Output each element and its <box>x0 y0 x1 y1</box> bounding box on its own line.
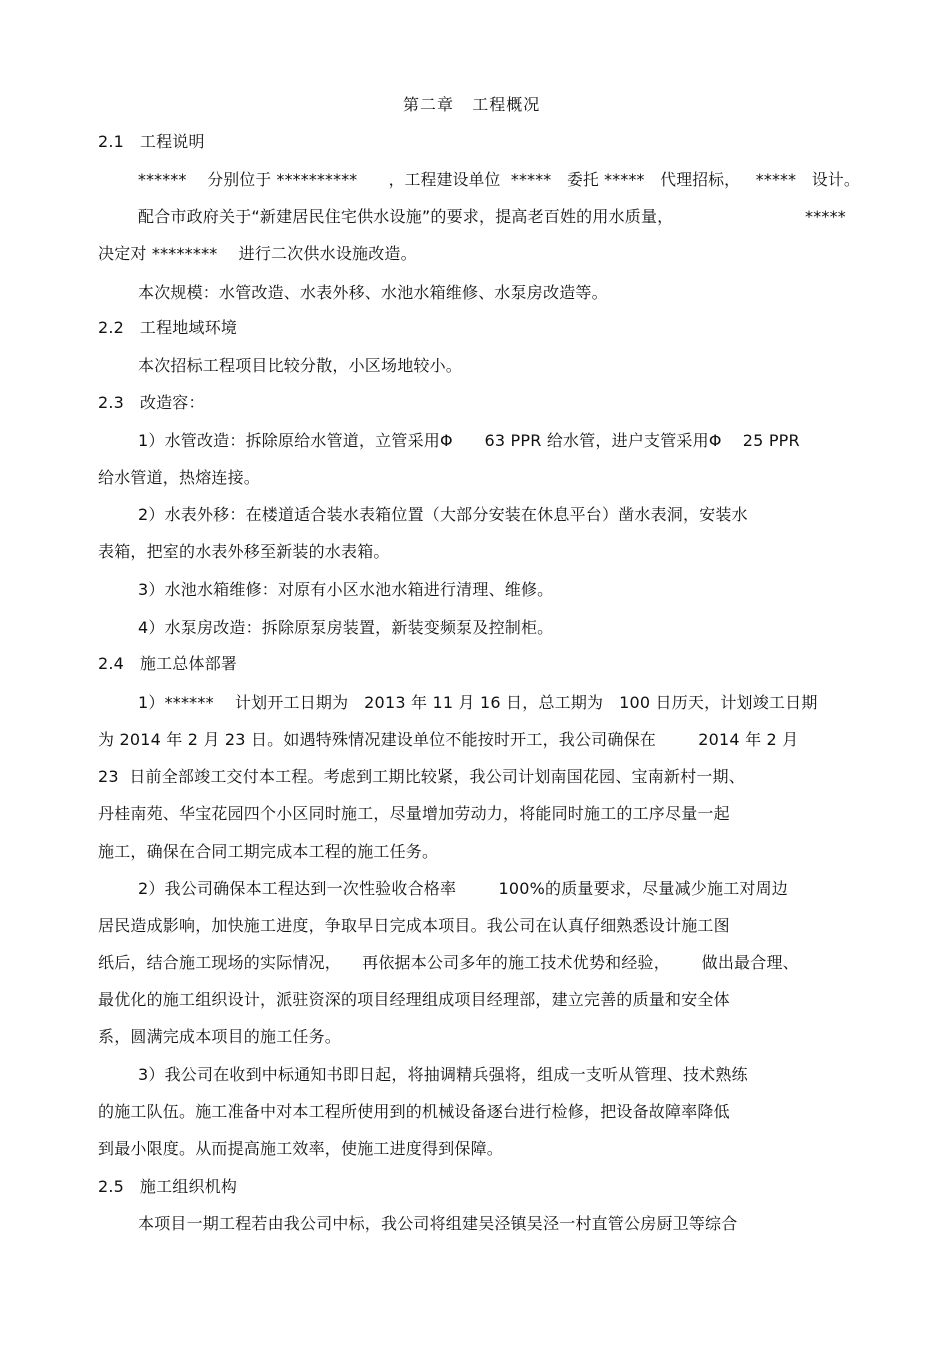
section-heading: 2.3 改造容： <box>98 393 205 412</box>
paragraph-line: 决定对 ******** 进行二次供水设施改造。 <box>98 244 417 263</box>
paragraph-line: ****** 分别位于 ********** ，工程建设单位 ***** 委托 ***** 代理招标， ***** 设计。 <box>138 170 860 189</box>
paragraph-line: 表箱，把室的水表外移至新装的水表箱。 <box>98 542 390 561</box>
paragraph-line: ***** <box>805 207 846 226</box>
paragraph-line: 为 2014 年 2 月 23 日。如遇特殊情况建设单位不能按时开工，我公司确保在 2014 年 2 月 <box>98 730 799 749</box>
paragraph-line: 4）水泵房改造：拆除原泵房装置，新装变频泵及控制柜。 <box>138 618 554 637</box>
paragraph-line: 到最小限度。从而提高施工效率，使施工进度得到保障。 <box>98 1139 504 1158</box>
chapter-title: 第二章 工程概况 <box>403 95 541 114</box>
paragraph-line: 本项目一期工程若由我公司中标，我公司将组建吴泾镇吴泾一村直管公房厨卫等综合 <box>138 1214 738 1233</box>
paragraph-line: 1）****** 计划开工日期为 2013 年 11 月 16 日，总工期为 100 日历天，计划竣工日期 <box>138 693 818 712</box>
paragraph-line: 配合市政府关于“新建居民住宅供水设施”的要求，提高老百姓的用水质量， <box>138 207 674 226</box>
paragraph-line: 丹桂南苑、华宝花园四个小区同时施工，尽量增加劳动力，将能同时施工的工序尽量一起 <box>98 804 730 823</box>
paragraph-line: 的施工队伍。施工准备中对本工程所使用到的机械设备逐台进行检修，把设备故障率降低 <box>98 1102 730 1121</box>
paragraph-line: 最优化的施工组织设计，派驻资深的项目经理组成项目经理部，建立完善的质量和安全体 <box>98 990 730 1009</box>
paragraph-line: 23 日前全部竣工交付本工程。考虑到工期比较紧，我公司计划南国花园、宝南新村一期、 <box>98 767 745 786</box>
paragraph-line: 给水管道，热熔连接。 <box>98 468 261 487</box>
paragraph-line: 3）我公司在收到中标通知书即日起，将抽调精兵强将，组成一支听从管理、技术熟练 <box>138 1065 748 1084</box>
section-heading: 2.1 工程说明 <box>98 132 205 151</box>
paragraph-line: 系，圆满完成本项目的施工任务。 <box>98 1027 342 1046</box>
paragraph-line: 3）水池水箱维修：对原有小区水池水箱进行清理、维修。 <box>138 580 554 599</box>
section-heading: 2.5 施工组织机构 <box>98 1177 238 1196</box>
paragraph-line: 本次规模：水管改造、水表外移、水池水箱维修、水泵房改造等。 <box>138 283 608 302</box>
paragraph-line: 施工，确保在合同工期完成本工程的施工任务。 <box>98 842 439 861</box>
paragraph-line: 2）水表外移：在楼道适合装水表箱位置（大部分安装在休息平台）凿水表洞，安装水 <box>138 505 748 524</box>
paragraph-line: 纸后，结合施工现场的实际情况， 再依据本公司多年的施工技术优势和经验， 做出最合理、 <box>98 953 799 972</box>
paragraph-line: 2）我公司确保本工程达到一次性验收合格率 100%的质量要求，尽量减少施工对周边 <box>138 879 789 898</box>
section-heading: 2.4 施工总体部署 <box>98 654 238 673</box>
paragraph-line: 居民造成影响，加快施工进度，争取早日完成本项目。我公司在认真仔细熟悉设计施工图 <box>98 916 730 935</box>
section-heading: 2.2 工程地域环境 <box>98 318 238 337</box>
paragraph-line: 1）水管改造：拆除原给水管道，立管采用Φ 63 PPR 给水管，进户支管采用Φ 25 PPR <box>138 431 800 450</box>
paragraph-line: 本次招标工程项目比较分散，小区场地较小。 <box>138 356 463 375</box>
